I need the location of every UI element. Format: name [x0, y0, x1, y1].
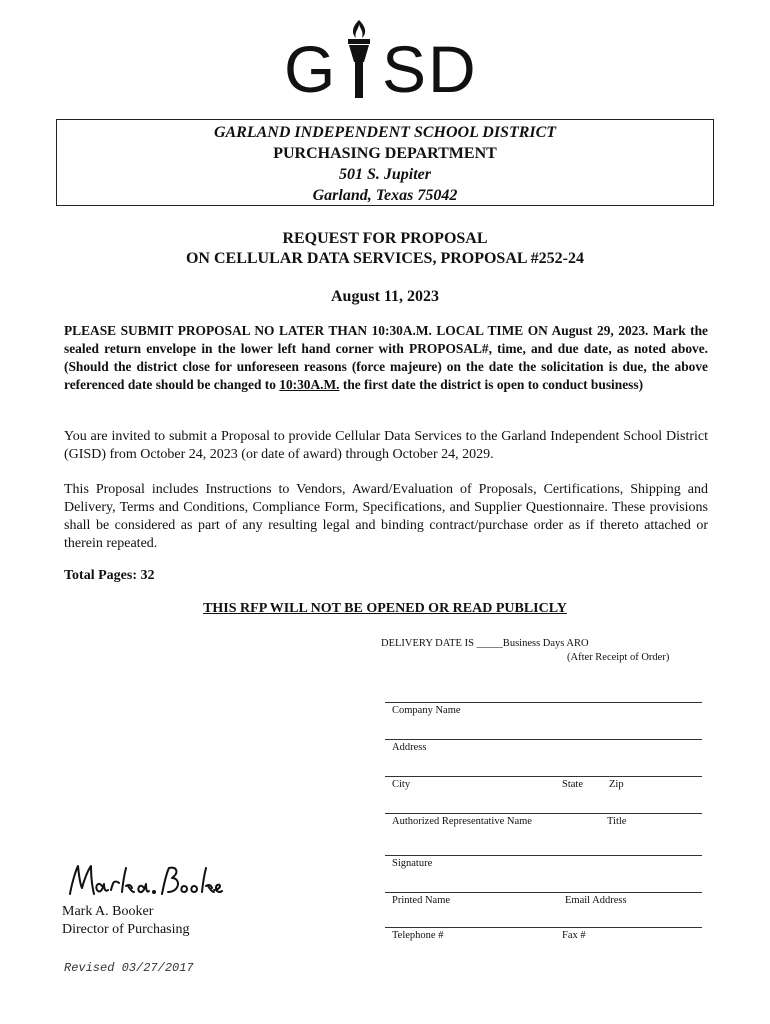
authorized-rep-label: Authorized Representative Name [392, 816, 532, 827]
logo-letter-g: G [284, 32, 338, 106]
signature-label: Signature [392, 858, 433, 869]
signer-block [62, 903, 190, 939]
email-label: Email Address [565, 895, 627, 906]
includes-paragraph: This Proposal includes Instructions to Vendors, Award/Evaluation of Proposals, Certifications, Shipping and Delivery, Terms and Conditions, Compliance Form, Specifications, and Supplier Questionnaire. These provisions shall be considered as part of any resulting legal and binding contract/purchase order as if thereto attached or therein repeated. [64, 482, 708, 551]
city-label: City [392, 779, 411, 790]
delivery-note: (After Receipt of Order) [567, 652, 670, 663]
address-line [385, 739, 702, 740]
title-label: Title [607, 816, 627, 827]
authorized-rep-line [385, 813, 702, 814]
invitation-paragraph: You are invited to submit a Proposal to provide Cellular Data Services to the Garland Independent School District (GISD) from October 24, 2023 (or date of award) through October 24, 2029. [64, 429, 708, 462]
company-name-label: Company Name [392, 705, 461, 716]
not-opened-notice: THIS RFP WILL NOT BE OPENED OR READ PUBLICLY [203, 601, 567, 616]
logo-letters-sd: SD [382, 32, 478, 106]
printed-name-line [385, 892, 702, 893]
signature-line [385, 855, 702, 856]
total-pages: Total Pages: 32 [64, 568, 155, 583]
department-name: PURCHASING DEPARTMENT [273, 145, 497, 162]
rfp-title-line2: ON CELLULAR DATA SERVICES, PROPOSAL #252-24 [185, 250, 584, 267]
state-label: State [562, 779, 583, 790]
signer-name: Mark A. Booker [62, 904, 154, 919]
rfp-date: August 11, 2023 [330, 288, 440, 305]
gisd-logo [284, 18, 484, 106]
city-address: Garland, Texas 75042 [312, 187, 458, 204]
instructions-text-end: the first date the district is open to conduct business) [342, 377, 644, 392]
delivery-date-label: DELIVERY DATE IS _____Business Days ARO [381, 638, 589, 649]
telephone-line [385, 927, 702, 928]
instructions-time: 10:30A.M. [279, 377, 340, 392]
instructions-text: PLEASE SUBMIT PROPOSAL NO LATER THAN 10:30A.M. LOCAL TIME ON August 29, 2023. Mark the sealed return envelope in the lower left hand corner with PROPOSAL#, time, and due date, as noted above. (Should the district close for unforeseen reasons (force majeure) on the date the solicitation is due, the above referenced date should be changed to [64, 323, 708, 392]
company-name-line [385, 702, 702, 703]
rfp-title-line1: REQUEST FOR PROPOSAL [282, 230, 488, 247]
handwritten-signature [64, 858, 224, 902]
torch-icon [342, 18, 376, 100]
city-state-zip-line [385, 776, 702, 777]
zip-label: Zip [609, 779, 624, 790]
fax-label: Fax # [562, 930, 586, 941]
telephone-label: Telephone # [392, 930, 444, 941]
address-label: Address [392, 742, 427, 753]
street-address: 501 S. Jupiter [338, 166, 431, 183]
submission-instructions [64, 322, 708, 394]
printed-name-label: Printed Name [392, 895, 451, 906]
district-header-box [56, 119, 714, 206]
district-name: GARLAND INDEPENDENT SCHOOL DISTRICT [213, 124, 557, 141]
signer-role: Director of Purchasing [62, 922, 190, 937]
revised-date: Revised 03/27/2017 [64, 961, 194, 975]
